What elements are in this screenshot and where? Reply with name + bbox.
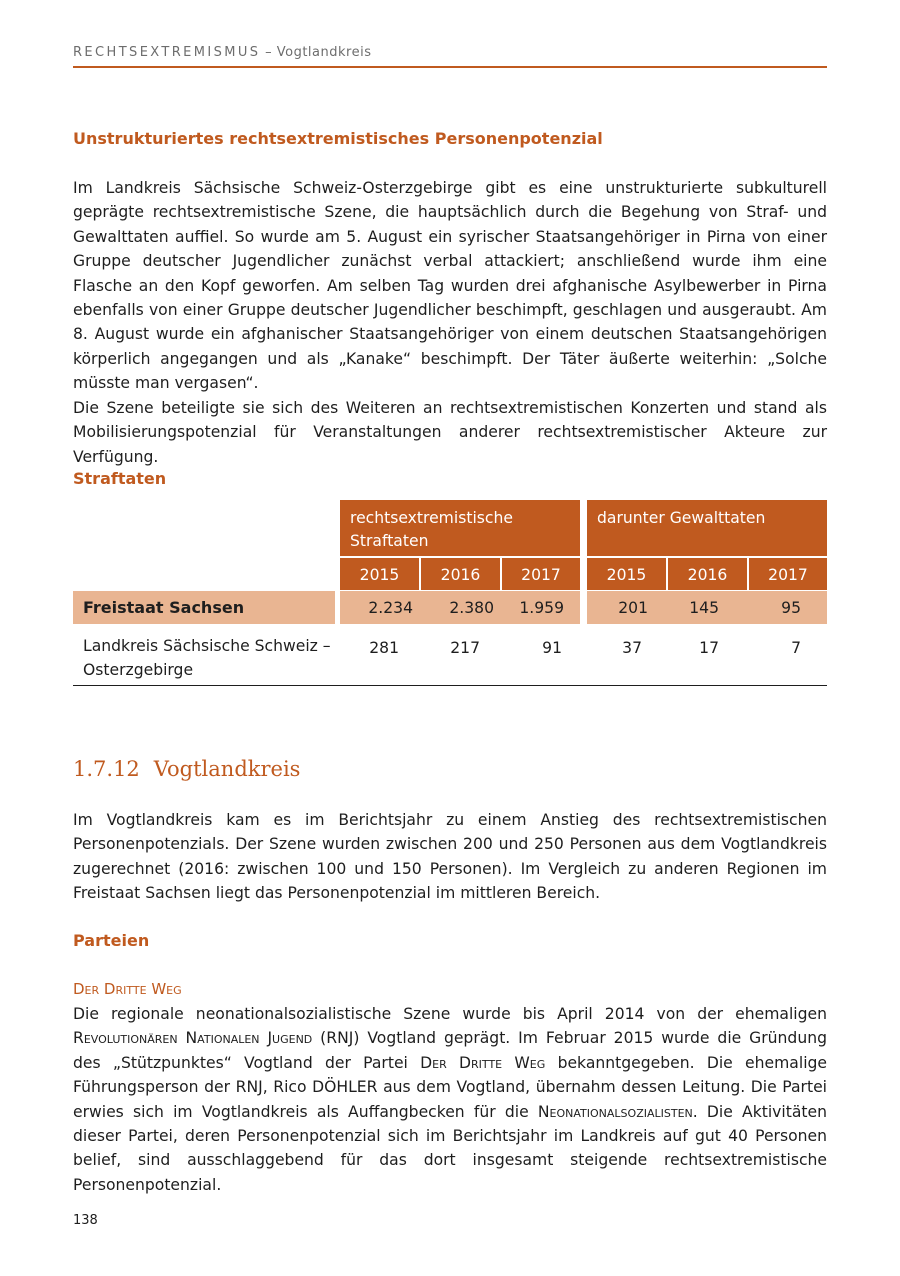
text-run-smallcaps: Neonationalsozialisten — [537, 1102, 693, 1121]
running-head-section: RECHTSEXTREMISMUS — [73, 45, 261, 60]
page-number: 138 — [73, 1213, 98, 1228]
text-run-smallcaps: Der Dritte Weg — [420, 1053, 546, 1072]
table-row-label-landkreis: Landkreis Sächsische Schweiz – Osterzgebirge — [83, 637, 331, 679]
text-run-smallcaps: Revolutionären Nationalen Jugend — [73, 1029, 313, 1048]
party-heading-der-dritte-weg: Der Dritte Weg — [73, 980, 182, 998]
table-year-header: 2016 — [668, 558, 747, 590]
paragraph-der-dritte-weg — [73, 1002, 827, 1197]
table-group-header-straftaten: rechtsextremistische Straftaten — [340, 500, 580, 556]
table-cell: 7 — [791, 639, 801, 657]
straftaten-table — [73, 500, 827, 686]
table-cell: 1.959 — [519, 599, 564, 617]
section-heading-personenpotenzial: Unstrukturiertes rechtsextremistisches Personenpotenzial — [73, 129, 603, 148]
table-cell: 17 — [699, 639, 719, 657]
running-head-sub: – Vogtlandkreis — [265, 45, 372, 60]
table-cell: 91 — [542, 639, 562, 657]
paragraph-szene-mobilisierung: Die Szene beteiligte sie sich des Weiteren an rechtsextremistischen Konzerten und stand als Mobilisierungspotenzial für Veranstaltungen anderer rechtsextremistischer Akteure zur Verfügung. — [73, 399, 827, 466]
table-cell: 201 — [618, 599, 648, 617]
table-cell: 2.380 — [449, 599, 494, 617]
table-year-header: 2017 — [749, 558, 827, 590]
chapter-title: Vogtlandkreis — [153, 757, 301, 781]
table-cell: 37 — [622, 639, 642, 657]
table-cell: 145 — [689, 599, 719, 617]
paragraph-sachsische-schweiz: Im Landkreis Sächsische Schweiz-Osterzgebirge gibt es eine unstrukturierte subkulturell geprägte rechtsextremistische Szene, die hauptsächlich durch die Begehung von Straf- und Gewalttaten auffiel. So wurde am 5. August ein syrischer Staatsangehöriger in Pirna von einer Gruppe deutscher Jugendlicher zunächst verbal attackiert; anschließend wurde ihm eine Flasche an den Kopf geworfen. Am selben Tag wurden drei afghanische Asylbewerber in Pirna ebenfalls von einer Gruppe deutscher Jugendlicher beschimpft, geschlagen und ausgeraubt. Am 8. August wurde ein afghanischer Staatsangehöriger von einem deutschen Staatsangehörigen körperlich angegangen und als „Kanake“ beschimpft. Der Täter äußerte weiterhin: „Solche müsste man vergasen“. — [73, 179, 827, 393]
table-row-label-freistaat-sachsen: Freistaat Sachsen — [73, 591, 335, 624]
table-year-header: 2015 — [340, 558, 419, 590]
table-group-header-gewalttaten: darunter Gewalttaten — [587, 500, 827, 556]
chapter-heading — [73, 757, 300, 781]
section-heading-parteien: Parteien — [73, 931, 150, 950]
section-heading-straftaten: Straftaten — [73, 469, 167, 488]
table-year-header: 2017 — [502, 558, 580, 590]
text-run: . Die Aktivitäten dieser Partei, deren Personenpotenzial sich im Berichtsjahr im Landkreis auf gut 40 Personen belief, sind ausschlaggebend für das dort insgesamt steigende rechtsextremistische Personenpotenzial. — [73, 1102, 827, 1194]
running-head — [73, 45, 827, 60]
table-cell: 95 — [781, 599, 801, 617]
table-cell: 281 — [369, 639, 399, 657]
chapter-number: 1.7.12 — [73, 757, 140, 781]
paragraph-vogtlandkreis: Im Vogtlandkreis kam es im Berichtsjahr zu einem Anstieg des rechtsextremistischen Personenpotenzials. Der Szene wurden zwischen 200 und 250 Personen aus dem Vogtlandkreis zugerechnet (2016: zwischen 100 und 150 Personen). Im Vergleich zu anderen Regionen im Freistaat Sachsen liegt das Personenpotenzial im mittleren Bereich. — [73, 811, 827, 903]
header-rule — [73, 66, 827, 68]
text-run: (RNJ) Vogtland geprägt. Im Februar 2015 wurde die Gründung des „Stützpunktes“ Vogtland der Partei — [73, 1029, 827, 1072]
table-year-header: 2016 — [421, 558, 500, 590]
table-year-header: 2015 — [587, 558, 666, 590]
text-run: Die regionale neonationalsozialistische Szene wurde bis April 2014 von der ehemaligen — [73, 1005, 827, 1023]
table-cell: 217 — [450, 639, 480, 657]
table-cell: 2.234 — [368, 599, 413, 617]
text-run: bekanntgegeben. Die ehemalige Führungsperson der RNJ, Rico DÖHLER aus dem Vogtland, übernahm dessen Leitung. Die Partei erwies sich im Vogtlandkreis als Auffangbecken für die — [73, 1053, 828, 1121]
table-bottom-rule — [73, 685, 827, 686]
